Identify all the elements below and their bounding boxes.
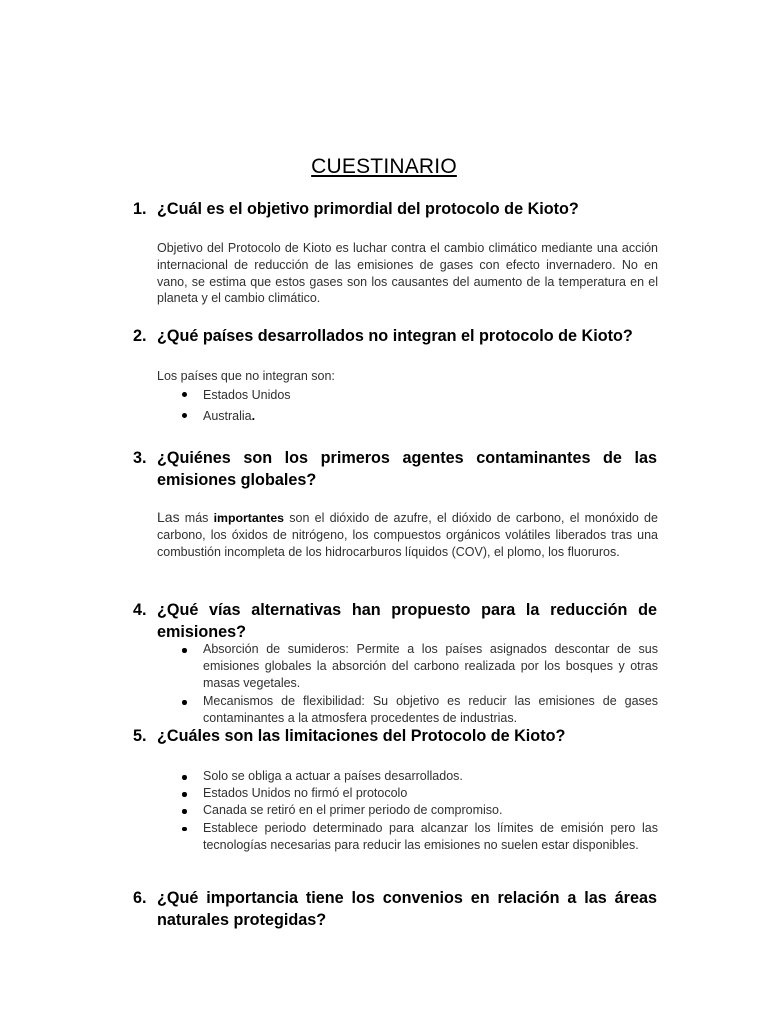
question-1 (133, 198, 657, 220)
list-item: Establece periodo determinado para alcanzar los límites de emisión pero las tecnologías necesarias para reducir las emisiones no suelen estar disponibles. (180, 820, 658, 854)
list-item: Mecanismos de flexibilidad: Su objetivo es reducir las emisiones de gases contaminantes a la atmosfera procedentes de industrias. (180, 693, 658, 727)
trailing-period: . (251, 409, 256, 423)
list-item: Estados Unidos no firmó el protocolo (180, 785, 658, 802)
answer-5-list (180, 768, 658, 854)
answer-text: son el dióxido de azufre, el dióxido de carbono, el monóxido de carbono, los óxidos de nitrógeno, los compuestos orgánicos volátiles liberados tras una combustión incompleta de los hidrocarburos líquidos (COV), el plomo, los fluoruros. (157, 511, 658, 559)
answer-4-list (180, 641, 658, 727)
question-number: 4. (133, 601, 147, 619)
answer-3 (157, 509, 658, 560)
question-text: ¿Qué vías alternativas han propuesto para la reducción de emisiones? (157, 601, 657, 641)
question-number: 3. (133, 449, 147, 467)
list-item: Estados Unidos (180, 385, 658, 405)
question-text: ¿Quiénes son los primeros agentes contaminantes de las emisiones globales? (157, 449, 657, 489)
answer-1: Objetivo del Protocolo de Kioto es luchar contra el cambio climático mediante una acción internacional de reducción de las emisiones de gases con efecto invernadero. No en vano, se estima que estos gases son los causantes del aumento de la temperatura en el planeta y el cambio climático. (157, 241, 658, 306)
answer-2-intro: Los países que no integran son: (157, 369, 335, 383)
question-4 (133, 599, 657, 643)
question-text: ¿Qué importancia tiene los convenios en relación a las áreas naturales protegidas? (157, 889, 657, 929)
question-number: 5. (133, 727, 147, 745)
question-text: ¿Qué países desarrollados no integran el protocolo de Kioto? (157, 327, 633, 345)
answer-2-list (180, 385, 658, 426)
answer-bold-word: importantes (213, 511, 285, 525)
list-item: Absorción de sumideros: Permite a los países asignados descontar de sus emisiones globales la absorción del carbono realizada por los bosques y otras masas vegetales. (180, 641, 658, 691)
answer-word: Las (157, 509, 180, 525)
question-number: 1. (133, 200, 147, 218)
list-item: Canada se retiró en el primer periodo de compromiso. (180, 802, 658, 819)
question-number: 2. (133, 327, 147, 345)
list-item: Australia. (180, 406, 658, 426)
page-title: CUESTINARIO (311, 155, 457, 178)
question-5 (133, 725, 657, 747)
question-text: ¿Cuáles son las limitaciones del Protocolo de Kioto? (157, 727, 566, 745)
question-2 (133, 325, 657, 347)
answer-word: más (184, 511, 209, 525)
question-text: ¿Cuál es el objetivo primordial del protocolo de Kioto? (157, 200, 579, 218)
list-item: Solo se obliga a actuar a países desarrollados. (180, 768, 658, 785)
question-3 (133, 447, 657, 491)
question-number: 6. (133, 889, 147, 907)
question-6 (133, 887, 657, 931)
